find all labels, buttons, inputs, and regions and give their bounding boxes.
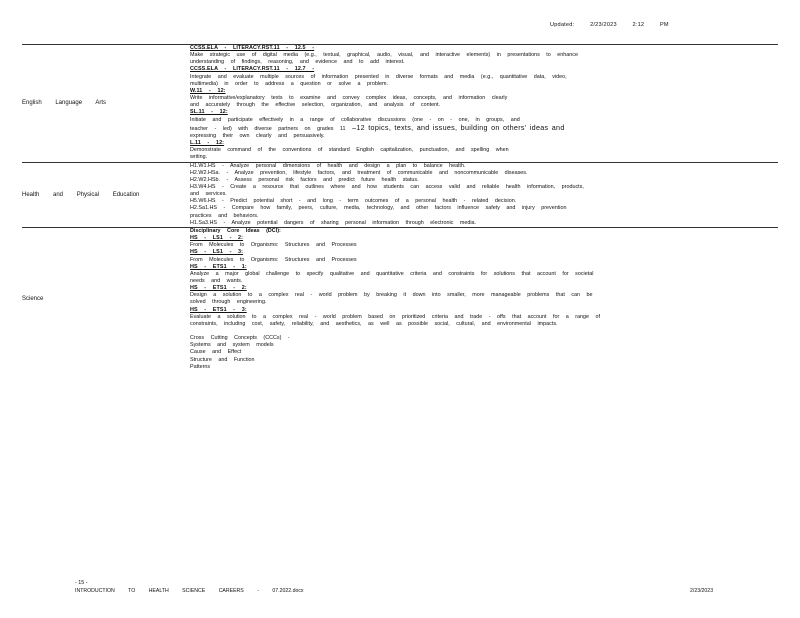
line-text: Disciplinary Core Ideas (DCI): — [190, 227, 281, 234]
line-text: Integrate and evaluate multiple sources of information presented in diverse formats and media (e.g., quantitative data, video, — [190, 73, 567, 80]
standard-text — [190, 52, 778, 59]
line-text: Cross Cutting Concepts (CCCs) - — [190, 335, 290, 342]
updated-stamp — [550, 22, 683, 28]
line-text: Analyze a major global challenge to specify qualitative and quantitative criteria and constraints for solutions that account for societal — [190, 270, 594, 277]
standard-text — [190, 163, 778, 170]
line-text: Cause and Effect — [190, 349, 242, 356]
line-text: solved through engineering. — [190, 299, 267, 306]
standard-text — [190, 278, 778, 285]
line-text: H2.Sa1.HS - Compare how family, peers, culture, media, technology, and other factors influence safety and injury prevention — [190, 205, 567, 212]
line-text: HS - ETS1 - 2: — [190, 285, 247, 292]
updated-time: 2:12 — [632, 22, 645, 28]
updated-ampm: PM — [659, 22, 669, 28]
updated-date: 2/23/2023 — [590, 22, 617, 28]
subject-science: Science — [22, 227, 190, 370]
line-text: SL.11 - 12: — [190, 109, 228, 116]
standard-text — [190, 364, 778, 371]
line-text: H1.Sa3.HS - Analyze potential dangers of sharing personal information through electronic media. — [190, 219, 477, 226]
line-text: multimedia) in order to address a question or solve a problem. — [190, 80, 389, 87]
row-health — [22, 162, 778, 227]
line-text: HS - ETS1 - 3: — [190, 306, 247, 313]
standard-text — [190, 74, 778, 81]
standard-code — [190, 285, 778, 292]
standards-table — [22, 44, 778, 371]
standard-text — [190, 177, 778, 184]
standard-text — [190, 242, 778, 249]
line-text: HS - ETS1 - 1: — [190, 263, 247, 270]
standard-text — [190, 59, 778, 66]
line-text: Design a solution to a complex real - world problem by breaking it down into smaller, more manageable problems that can be — [190, 292, 593, 299]
standard-text — [190, 170, 778, 177]
section-heading — [190, 228, 778, 235]
standard-text — [190, 257, 778, 264]
standard-code — [190, 235, 778, 242]
spacer — [190, 328, 778, 335]
line-text: HS - LS1 - 2: — [190, 235, 244, 242]
line-text: H2.W2.HSa. - Analyze prevention, lifestyle factors, and treatment of communicable and noncommunicable diseases. — [190, 169, 528, 176]
updated-label: Updated: — [550, 22, 575, 28]
line-text: constraints, including cost, safety, reliability, and aesthetics, as well as possible social, cultural, and environmental impacts. — [190, 320, 558, 327]
standard-text — [190, 117, 778, 124]
standard-code — [190, 264, 778, 271]
standard-text — [190, 81, 778, 88]
footer-date: 2/23/2023 — [690, 588, 714, 594]
standard-text — [190, 184, 778, 191]
standard-text — [190, 335, 778, 342]
ela-standards — [190, 45, 778, 163]
row-ela — [22, 45, 778, 163]
line-text: teacher - led) with diverse partners on grades 11 — [190, 125, 346, 132]
line-text: CCSS.ELA - LITERACY.RST.11 - 12.7 - — [190, 66, 315, 73]
standard-text — [190, 314, 778, 321]
standard-code — [190, 109, 778, 116]
standard-code — [190, 307, 778, 314]
standard-text — [190, 147, 778, 154]
line-text: From Molecules to Organisms: Structures and Processes — [190, 242, 357, 249]
standard-code — [190, 66, 778, 73]
standard-text — [190, 133, 778, 140]
line-text: needs and wants. — [190, 278, 243, 284]
standard-text — [190, 213, 778, 220]
standard-text — [190, 205, 778, 212]
standard-text — [190, 198, 778, 205]
subject-ela: English Language Arts — [22, 45, 190, 163]
line-text: expressing their own clearly and persuasively. — [190, 132, 325, 139]
standard-text — [190, 220, 778, 227]
standard-text — [190, 292, 778, 299]
line-text: and services. — [190, 191, 227, 198]
footer-page-number: - 15 - — [75, 580, 88, 586]
footer-document-name: INTRODUCTION TO HEALTH SCIENCE CAREERS - 07.2022.docx — [75, 588, 304, 594]
line-text: Systems and system models — [190, 342, 274, 349]
line-text: Evaluate a solution to a complex real - world problem based on prioritized criteria and trade - offs that account for a range of — [190, 313, 601, 320]
subject-health: Health and Physical Education — [22, 162, 190, 227]
standard-text — [190, 321, 778, 328]
line-text: W.11 - 12: — [190, 87, 226, 94]
line-text: Structure and Function — [190, 356, 255, 363]
standard-text — [190, 191, 778, 198]
standard-text — [190, 349, 778, 356]
standard-code — [190, 140, 778, 147]
line-text: H5.W6.HS - Predict potential short - and long - term outcomes of a personal health - related decision. — [190, 198, 517, 205]
standard-code — [190, 249, 778, 256]
line-text: H3.W4.HS - Create a resource that outlines where and how students can access valid and reliable health information, products, — [190, 183, 584, 190]
standard-code — [190, 45, 778, 52]
line-text: H2.W2.HSb. - Assess personal risk factors and predict future health status. — [190, 176, 419, 183]
standard-text — [190, 342, 778, 349]
line-text: practices and behaviors. — [190, 212, 259, 219]
standard-text — [190, 124, 778, 133]
line-text: HS - LS1 - 3: — [190, 249, 244, 256]
line-text: understanding of findings, reasoning, and evidence and to add interest. — [190, 59, 405, 66]
line-text: From Molecules to Organisms: Structures and Processes — [190, 256, 357, 263]
health-standards — [190, 162, 778, 227]
line-text: and accurately through the effective selection, organization, and analysis of content. — [190, 102, 441, 109]
standard-text — [190, 357, 778, 364]
science-standards — [190, 227, 778, 370]
line-text: Make strategic use of digital media (e.g., textual, graphical, audio, visual, and interactive elements) in presentations to enhance — [190, 52, 578, 59]
line-text: Patterns — [190, 363, 211, 370]
standard-text — [190, 102, 778, 109]
line-text: Initiate and participate effectively in a range of collaborative discussions (one - on - one, in groups, and — [190, 116, 520, 123]
standard-text — [190, 299, 778, 306]
line-text: writing. — [190, 154, 208, 161]
line-text: L.11 - 12: — [190, 140, 225, 147]
standard-code — [190, 88, 778, 95]
standard-text — [190, 95, 778, 102]
line-text: H1.W1.HS - Analyze personal dimensions of health and design a plan to balance health. — [190, 162, 466, 169]
row-science — [22, 227, 778, 370]
standard-text — [190, 154, 778, 161]
line-text: Demonstrate command of the conventions of standard English capitalization, punctuation, and spelling when — [190, 147, 509, 154]
line-text-large: –12 topics, texts, and issues, building on others' ideas and — [352, 123, 565, 132]
line-text: CCSS.ELA - LITERACY.RST.11 - 12.5 - — [190, 45, 315, 51]
line-text: Write informative/explanatory texts to examine and convey complex ideas, concepts, and information clearly — [190, 95, 508, 102]
standard-text — [190, 271, 778, 278]
